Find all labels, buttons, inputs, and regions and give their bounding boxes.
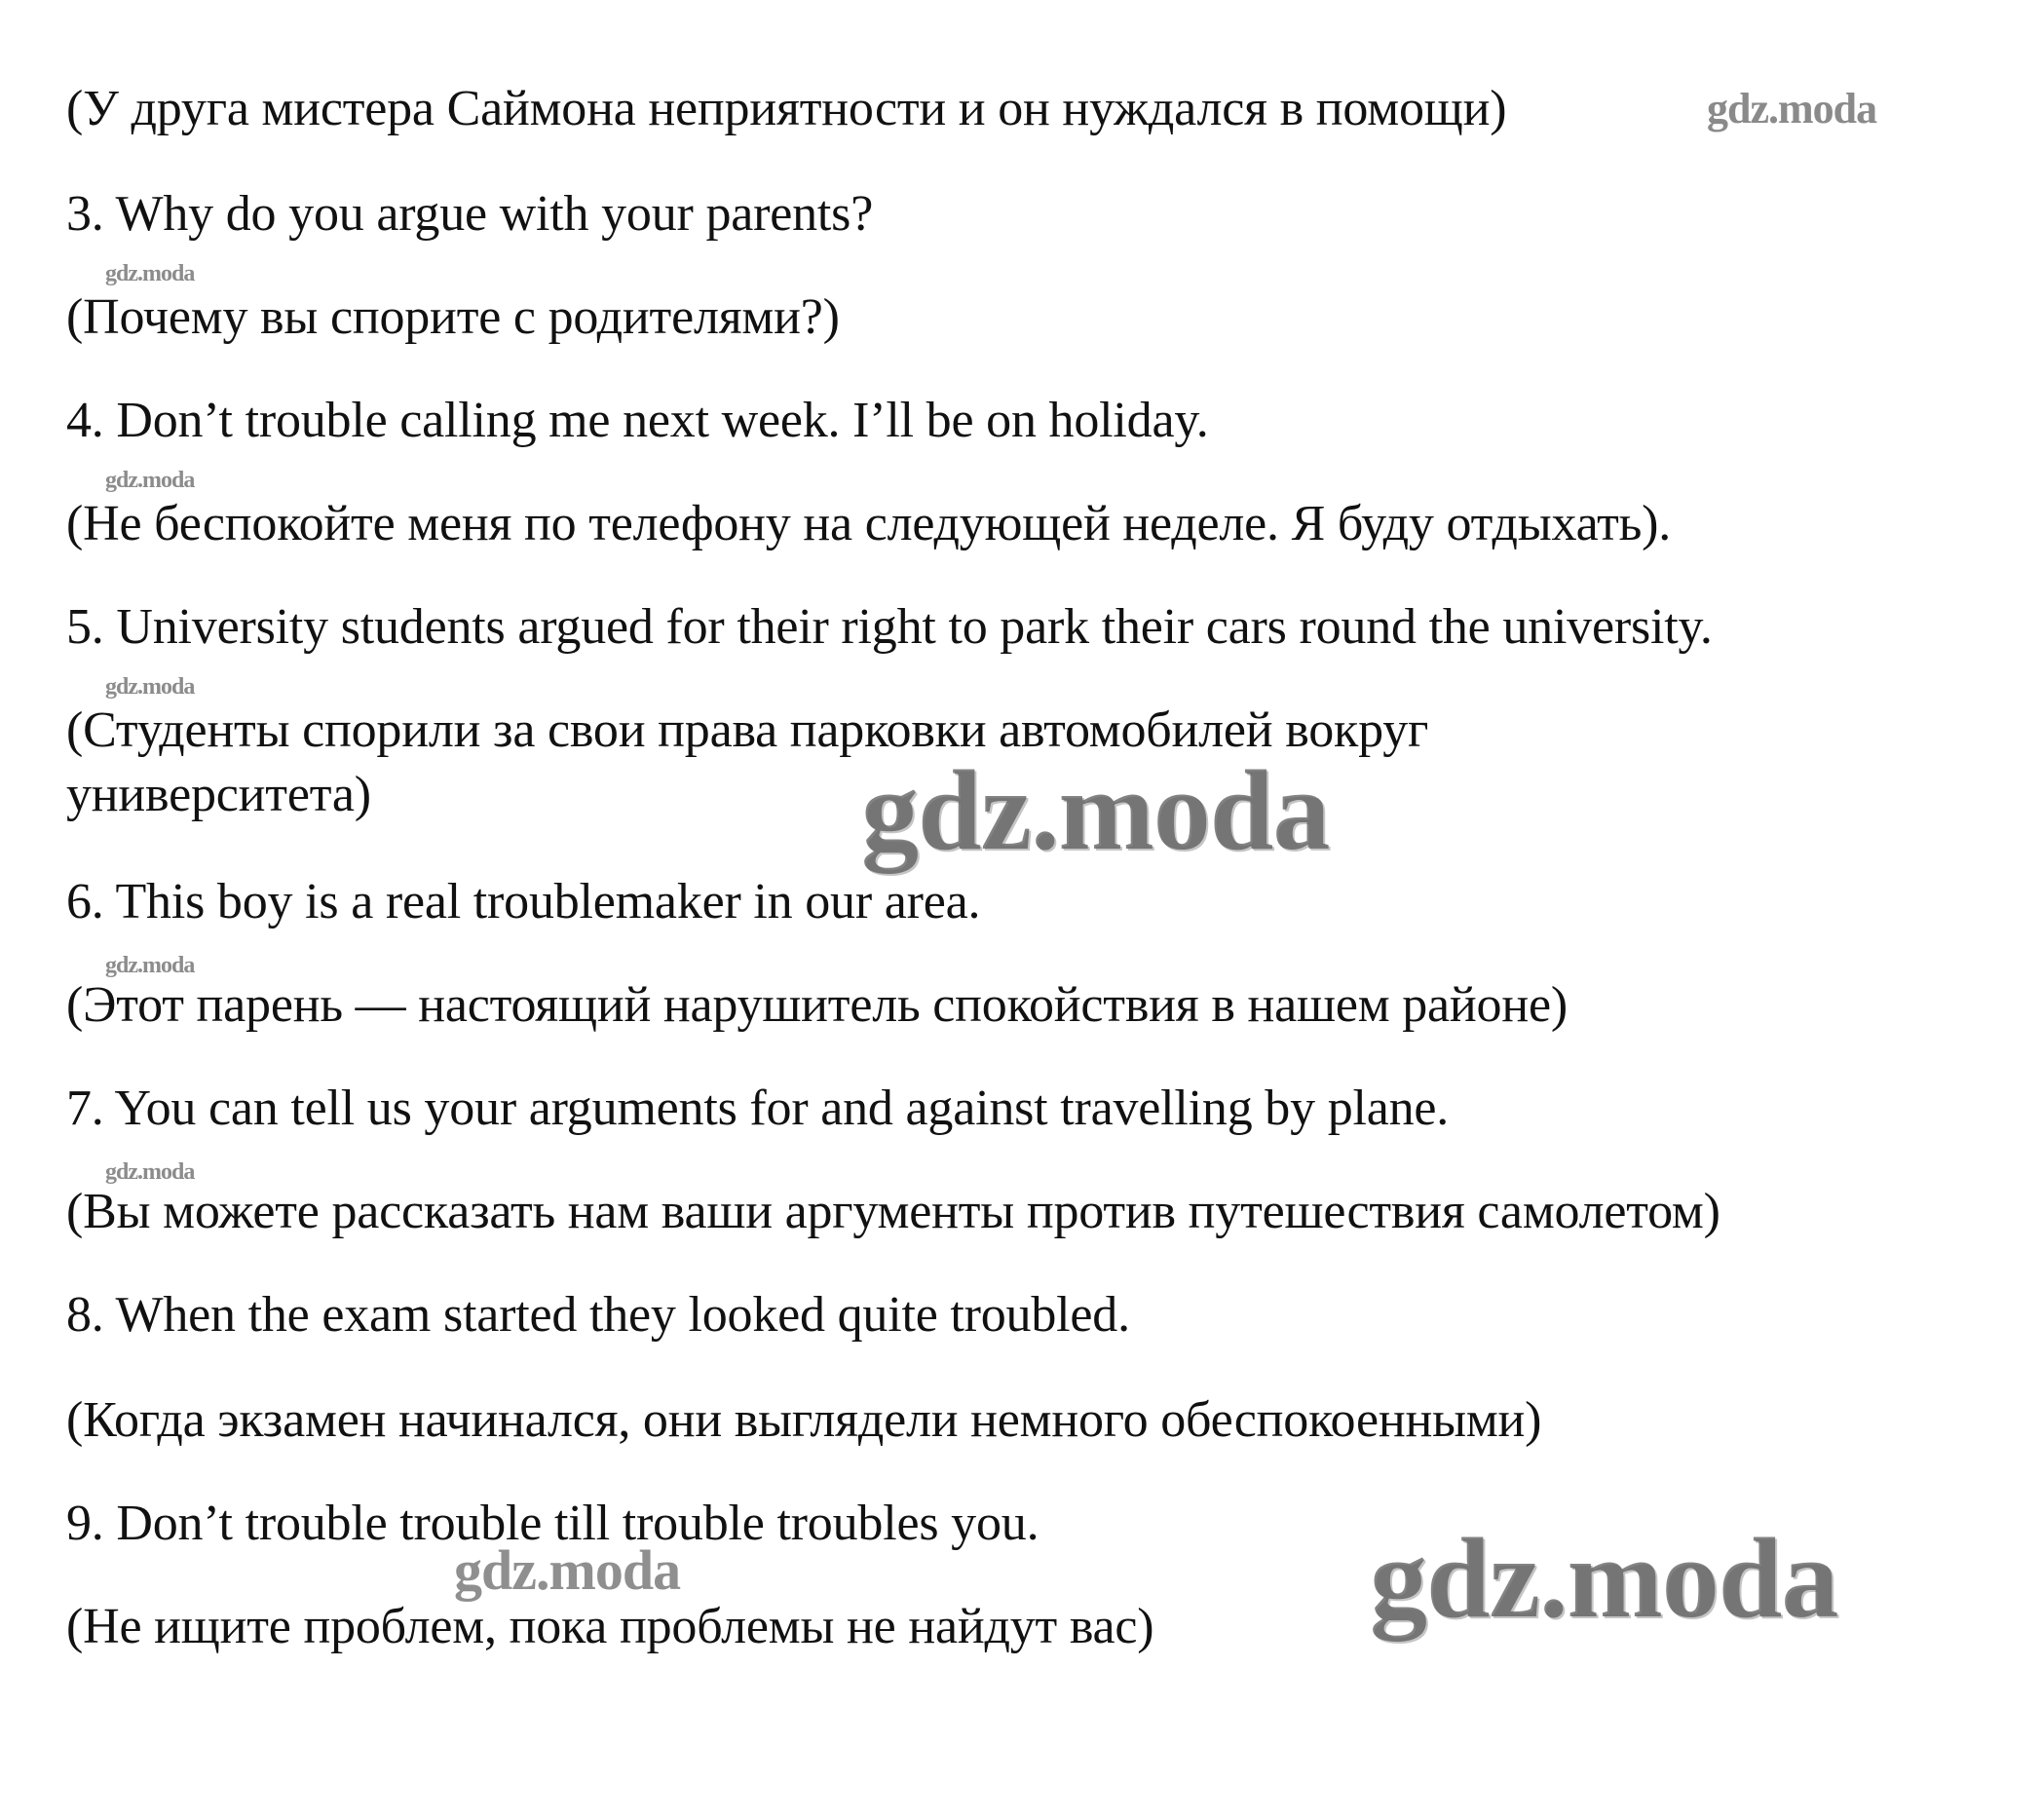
watermark-small-4: gdz.moda bbox=[105, 953, 195, 978]
translation-4: (Не беспокойте меня по телефону на следующей неделе. Я буду отдыхать). bbox=[66, 496, 1672, 551]
translation-9: (Не ищите проблем, пока проблемы не найдут вас) bbox=[66, 1599, 1154, 1654]
watermark-small-2: gdz.moda bbox=[105, 468, 195, 493]
watermark-small-1: gdz.moda bbox=[105, 261, 195, 286]
translation-3: (Почему вы спорите с родителями?) bbox=[66, 289, 840, 345]
sentence-6: 6. This boy is a real troublemaker in our area. bbox=[66, 874, 981, 929]
sentence-9: 9. Don’t trouble trouble till trouble troubles you. bbox=[66, 1496, 1039, 1551]
watermark-small-3: gdz.moda bbox=[105, 674, 195, 700]
translation-line-2: (У друга мистера Саймона неприятности и он нуждался в помощи) bbox=[66, 81, 1507, 136]
watermark-inline: gdz.moda bbox=[1707, 85, 1877, 133]
sentence-4: 4. Don’t trouble calling me next week. I’ll be on holiday. bbox=[66, 393, 1209, 448]
sentence-5: 5. University students argued for their right to park their cars round the university. bbox=[66, 599, 1713, 655]
watermark-small-5: gdz.moda bbox=[105, 1159, 195, 1185]
translation-6: (Этот парень — настоящий нарушитель спокойствия в нашем районе) bbox=[66, 977, 1568, 1033]
translation-5-part-1: (Студенты спорили за свои права парковки автомобилей вокруг bbox=[66, 702, 1429, 758]
watermark-large-bottom-right: gdz.moda bbox=[1370, 1514, 1838, 1642]
sentence-8: 8. When the exam started they looked quite troubled. bbox=[66, 1287, 1130, 1343]
watermark-mid: gdz.moda bbox=[454, 1538, 681, 1602]
sentence-7: 7. You can tell us your arguments for and against travelling by plane. bbox=[66, 1081, 1450, 1136]
watermark-large-center: gdz.moda bbox=[861, 746, 1330, 874]
translation-5-part-2: университета) bbox=[66, 767, 371, 822]
translation-8: (Когда экзамен начинался, они выглядели немного обеспокоенными) bbox=[66, 1392, 1542, 1448]
translation-7: (Вы можете рассказать нам ваши аргументы против путешествия самолетом) bbox=[66, 1184, 1720, 1239]
sentence-3: 3. Why do you argue with your parents? bbox=[66, 186, 874, 242]
